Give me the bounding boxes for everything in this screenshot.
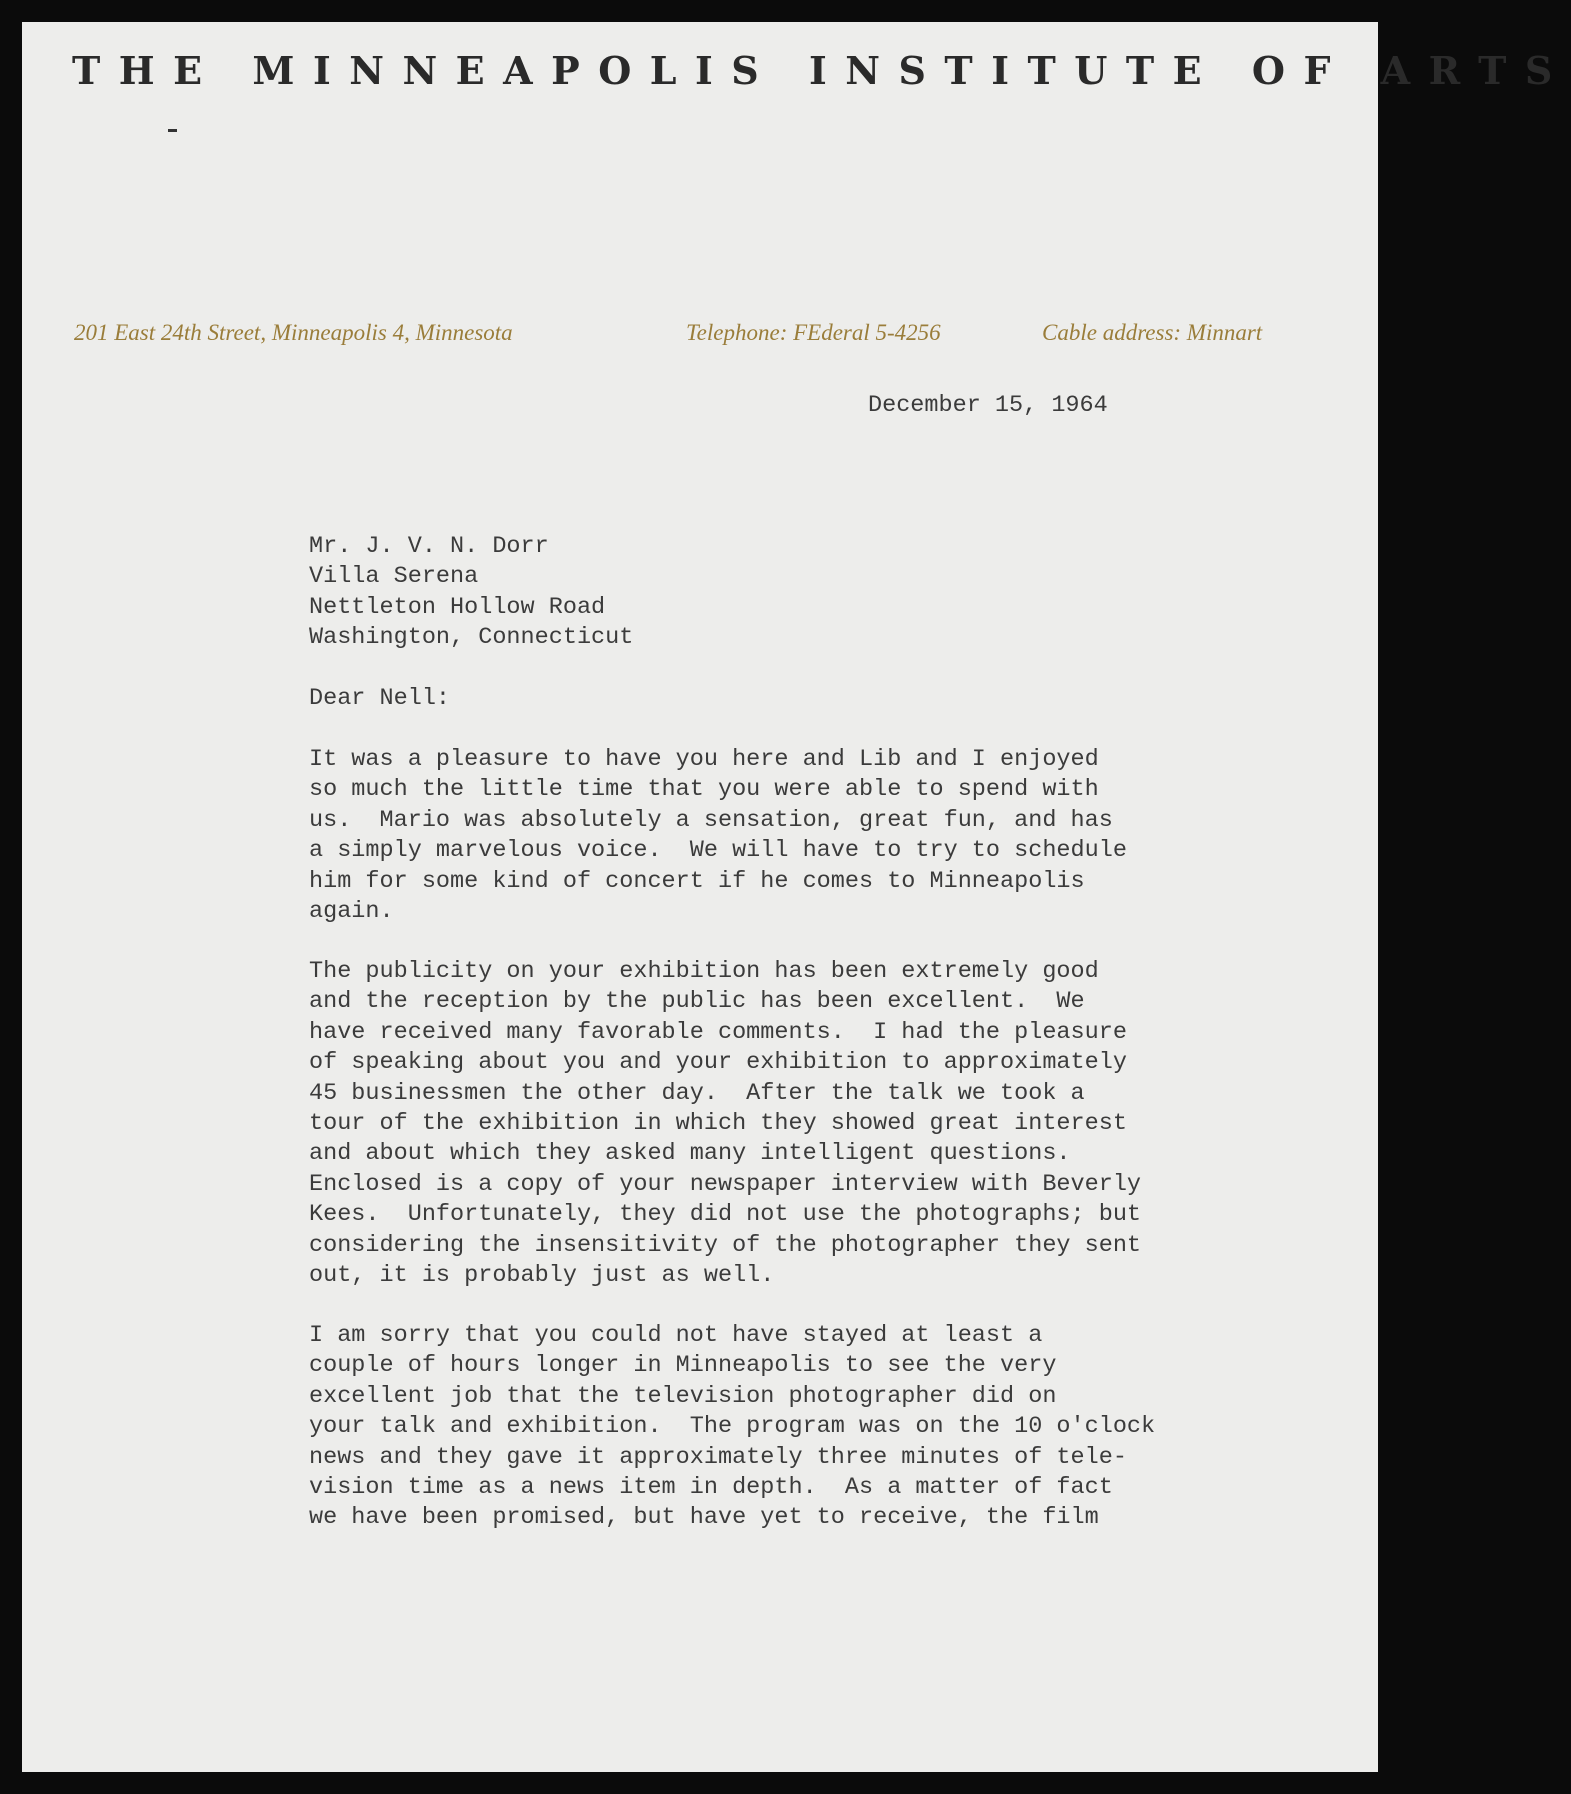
paragraph-line: so much the little time that you were able to spend with [309,776,1099,804]
letterhead-street-address: 201 East 24th Street, Minneapolis 4, Minnesota [74,320,513,345]
paragraph-line: Enclosed is a copy of your newspaper interview with Beverly [309,1170,1142,1198]
paragraph-1 [309,745,1329,927]
paragraph-line: tour of the exhibition in which they showed great interest [309,1109,1127,1137]
paragraph-line: The publicity on your exhibition has been extremely good [309,958,1099,985]
paragraph-line: a simply marvelous voice. We will have to try to schedule [309,837,1127,865]
recipient-line: Mr. J. V. N. Dorr [309,533,549,560]
paragraph-line: couple of hours longer in Minneapolis to see the very [309,1352,1057,1380]
paragraph-line: vision time as a news item in depth. As a matter of fact [309,1473,1113,1501]
letter-page [22,22,1571,1772]
paragraph-line: us. Mario was absolutely a sensation, great fun, and has [309,806,1113,834]
salutation-text: Dear Nell: [309,685,451,712]
paragraph-line: your talk and exhibition. The program was on the 10 o'clock [309,1413,1156,1441]
letterhead-cable-address: Cable address: Minnart [1042,320,1263,345]
paragraph-line: of speaking about you and your exhibition to approximately [309,1049,1127,1077]
paragraph-line: considering the insensitivity of the photographer they sent [309,1231,1142,1259]
paragraph-line: have received many favorable comments. I had the pleasure [309,1018,1127,1046]
recipient-line: Washington, Connecticut [309,624,634,652]
paragraph-line: and the reception by the public has been excellent. We [309,988,1085,1016]
recipient-line: Nettleton Hollow Road [309,593,606,621]
paragraph-3 [309,1321,1329,1534]
paragraph-line: news and they gave it approximately three minutes of tele- [309,1443,1127,1471]
recipient-address-block [309,532,1329,654]
paragraph-line: It was a pleasure to have you here and Lib and I enjoyed [309,746,1099,773]
paper-mark [168,129,177,132]
letterhead-institution-name: THE MINNEAPOLIS INSTITUTE OF ARTS [72,48,1571,93]
paragraph-line: him for some kind of concert if he comes to Minneapolis [309,867,1085,895]
paragraph-line: excellent job that the television photographer did on [309,1382,1057,1410]
paragraph-line: we have been promised, but have yet to receive, the film [309,1504,1099,1532]
letterhead-telephone: Telephone: FEderal 5-4256 [686,320,941,345]
paragraph-line: 45 businessmen the other day. After the talk we took a [309,1079,1085,1107]
paragraph-line: I am sorry that you could not have stayed at least a [309,1322,1043,1349]
letter-date: December 15, 1964 [868,392,1108,419]
paragraph-2 [309,957,1329,1291]
recipient-line: Villa Serena [309,563,479,591]
paragraph-line: out, it is probably just as well. [309,1261,775,1289]
paragraph-line: and about which they asked many intelligent questions. [309,1140,1071,1168]
salutation [309,684,1329,714]
paragraph-line: again. [309,897,394,925]
paragraph-line: Kees. Unfortunately, they did not use the photographs; but [309,1201,1142,1229]
